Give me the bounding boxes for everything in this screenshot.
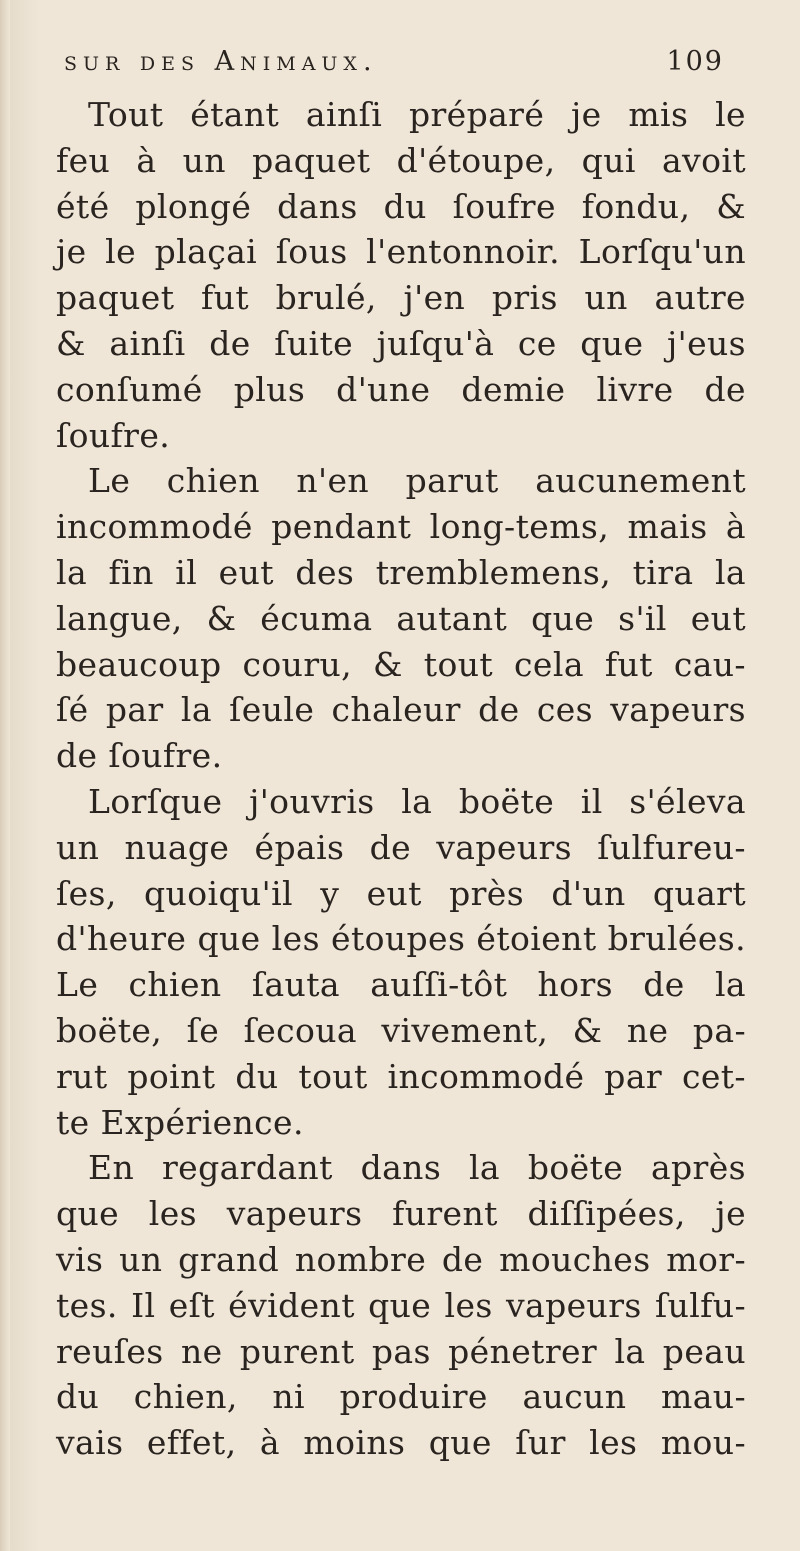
page-number: 109 (666, 46, 724, 77)
text-line: ſoufre. (56, 415, 171, 455)
text-line: & ainſi de ſuite juſqu'à ce que j'eus (56, 323, 746, 363)
text-line: été plongé dans du ſoufre fondu, & (56, 186, 746, 226)
page-header (64, 46, 724, 92)
text-line: d'heure que les étoupes étoient brulées. (56, 919, 746, 959)
text-line: Le chien ſauta auſſi-tôt hors de la (56, 965, 746, 1005)
text-line: incommodé pendant long-tems, mais à (56, 507, 746, 547)
text-line: que les vapeurs furent diſſipées, je (56, 1194, 746, 1234)
text-line: Lorſque j'ouvris la boëte il s'éleva (88, 781, 746, 821)
running-title: sur des Animaux. (64, 46, 378, 77)
text-line: te Expérience. (56, 1102, 304, 1142)
text-line: vis un grand nombre de mouches mor- (56, 1239, 746, 1279)
text-line: ſé par la ſeule chaleur de ces vapeurs (56, 690, 746, 730)
text-line: vais effet, à moins que ſur les mou- (56, 1423, 746, 1463)
text-line: reuſes ne purent pas pénetrer la peau (56, 1331, 746, 1371)
text-line: je le plaçai ſous l'entonnoir. Lorſqu'un (56, 232, 746, 272)
text-line: beaucoup couru, & tout cela fut cau- (56, 644, 746, 684)
text-line: langue, & écuma autant que s'il eut (56, 598, 746, 638)
text-line: de ſoufre. (56, 736, 223, 776)
text-line: un nuage épais de vapeurs ſulfureu- (56, 827, 746, 867)
text-line: Le chien n'en parut aucunement (88, 461, 746, 501)
text-line: boëte, ſe ſecoua vivement, & ne pa- (56, 1010, 746, 1050)
text-line: Tout étant ainſi préparé je mis le (88, 95, 746, 134)
text-line: du chien, ni produire aucun mau- (56, 1377, 746, 1417)
text-line: la fin il eut des tremblemens, tira la (56, 552, 746, 592)
text-line: rut point du tout incommodé par cet- (56, 1056, 746, 1096)
body-text (56, 92, 746, 1466)
text-line: feu à un paquet d'étoupe, qui avoit (56, 140, 746, 180)
text-line: tes. Il eſt évident que les vapeurs ſulfu- (56, 1285, 746, 1325)
text-line: ſes, quoiqu'il y eut près d'un quart (56, 873, 746, 913)
page-edge-shadow (0, 0, 10, 1551)
text-line: En regardant dans la boëte après (88, 1148, 746, 1188)
text-line: paquet fut brulé, j'en pris un autre (56, 278, 746, 318)
text-line: conſumé plus d'une demie livre de (56, 369, 746, 409)
